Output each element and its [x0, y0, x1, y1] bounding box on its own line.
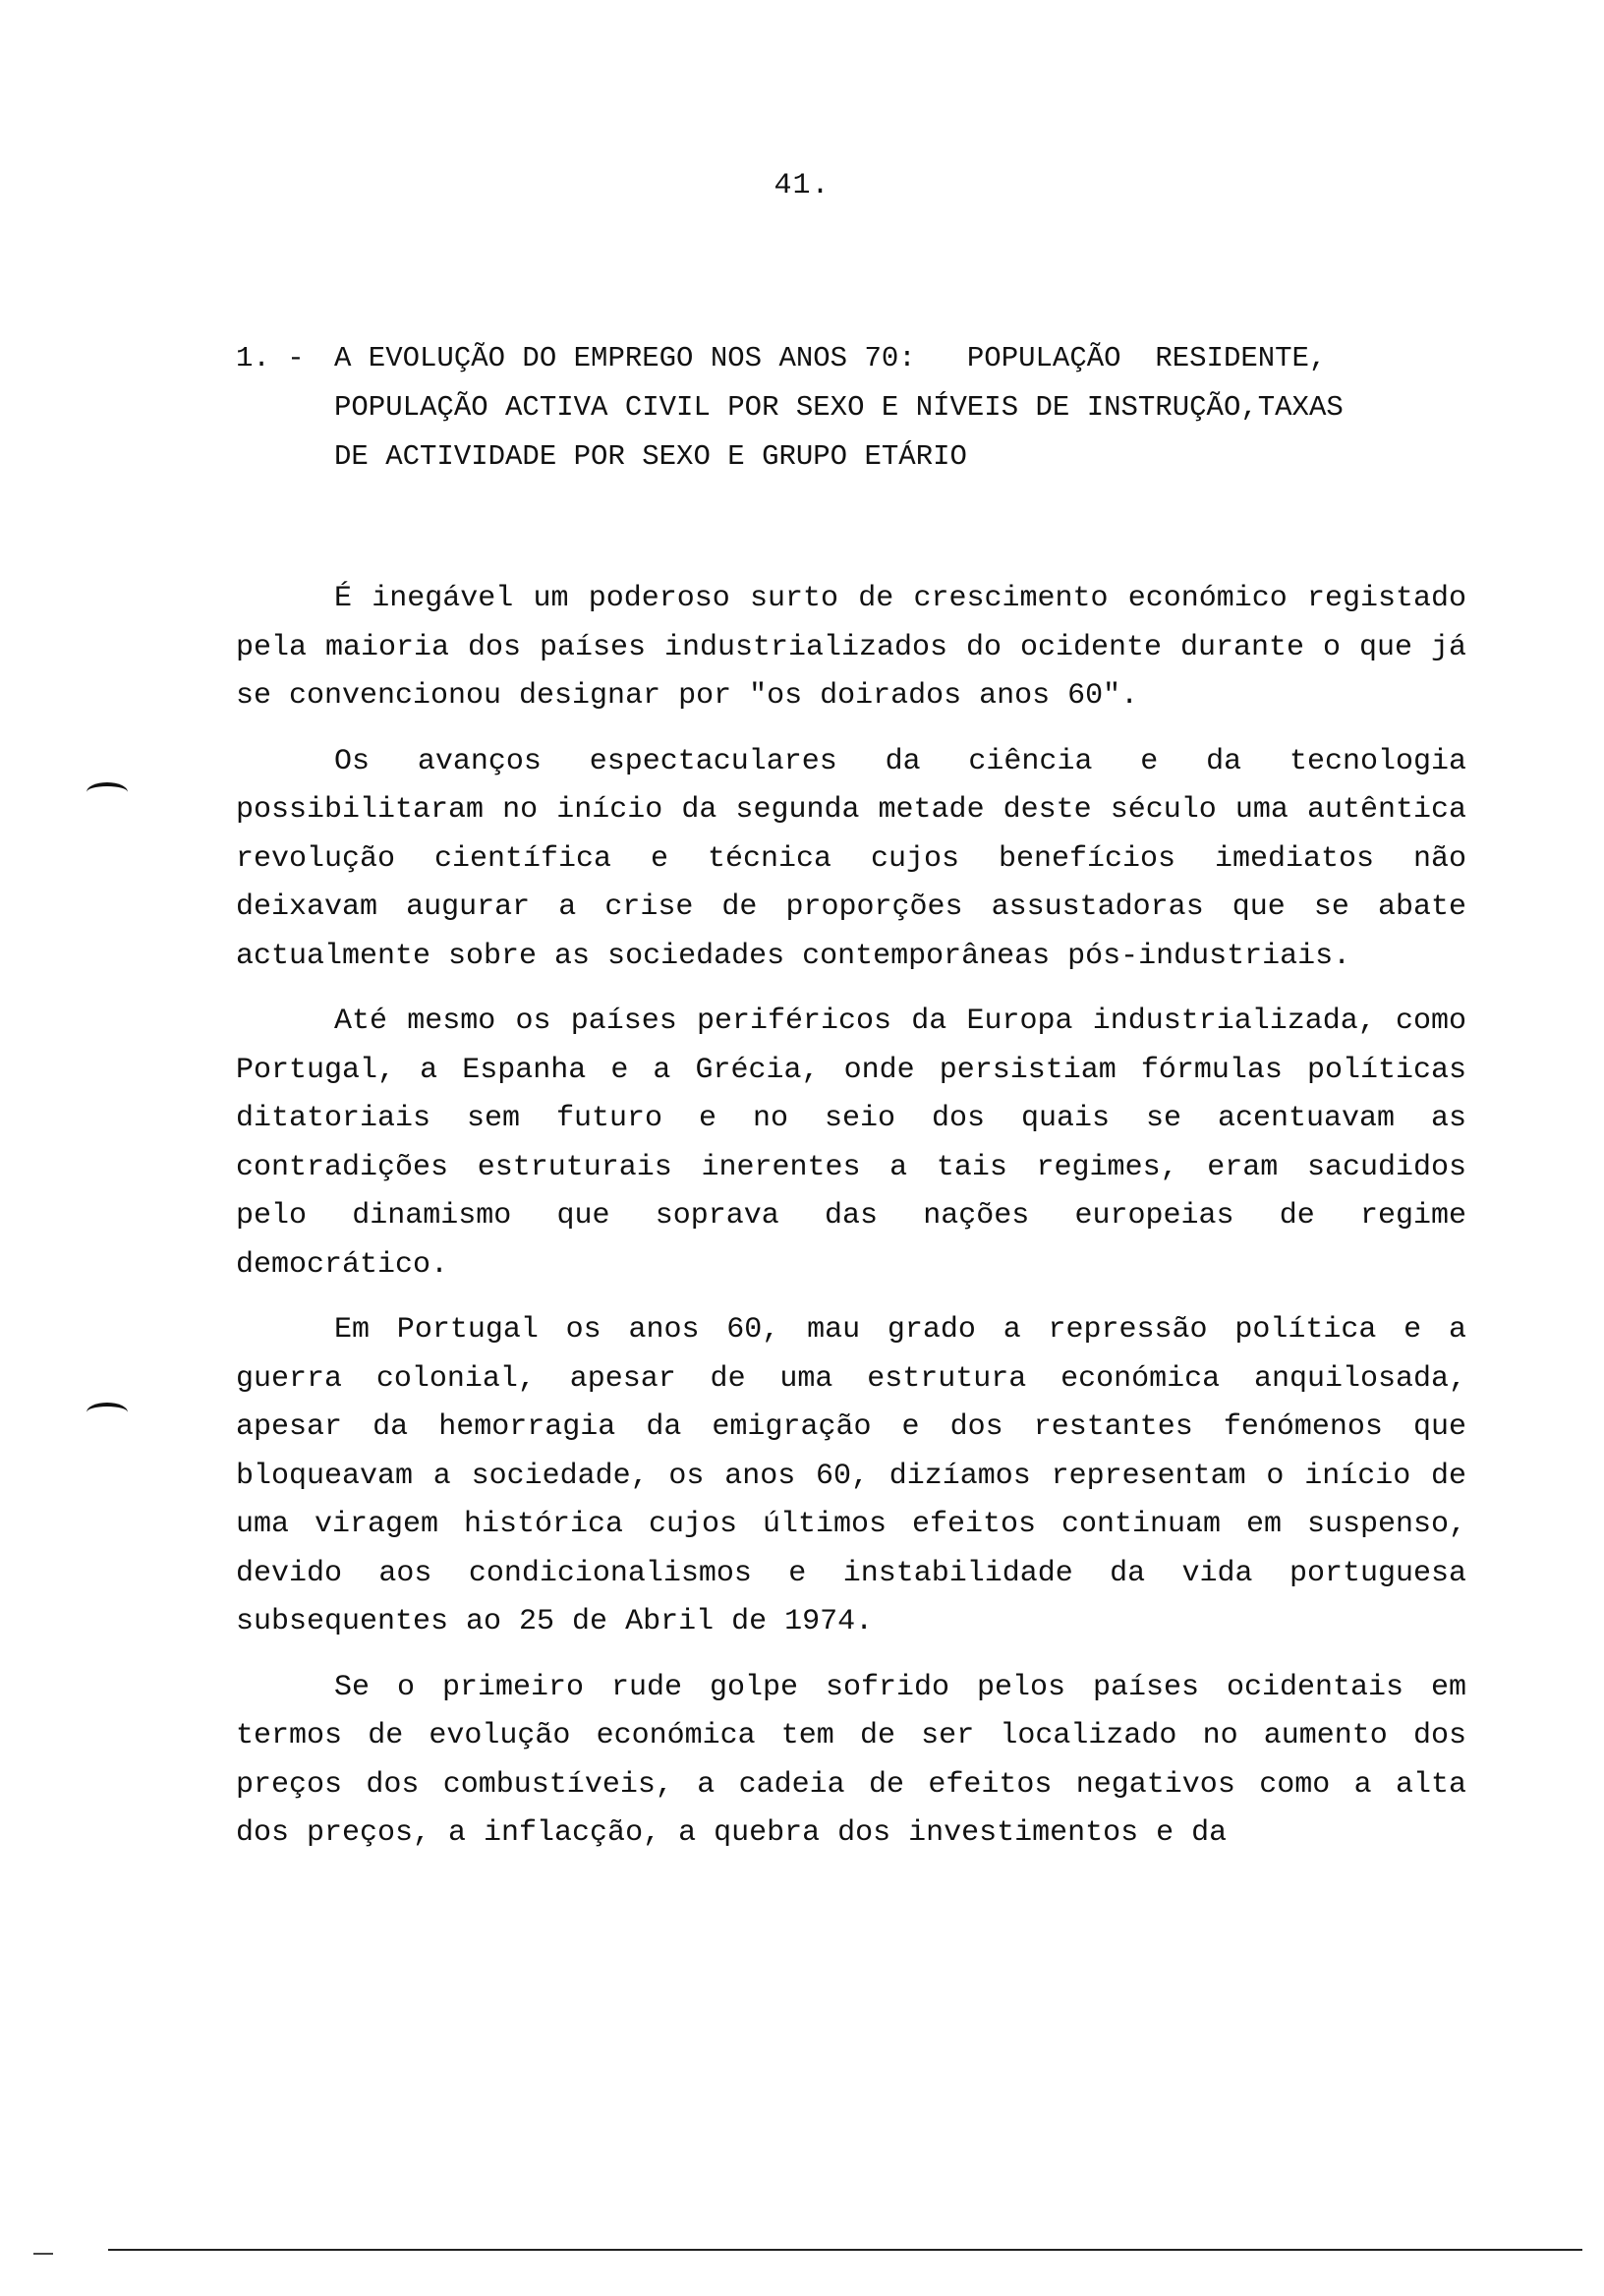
paragraph: Até mesmo os países periféricos da Europa industrializada, como Portugal, a Espanha e a Grécia, onde persistiam fórmulas políticas ditatoriais sem futuro e no seio dos quais se acentuavam as contradições estruturais inerentes a tais regimes, eram sacudidos pelo dinamismo que soprava das nações europeias de regime democrático. [236, 1004, 1466, 1282]
section-title [334, 334, 1474, 482]
section-title-line: A EVOLUÇÃO DO EMPREGO NOS ANOS 70: POPULAÇÃO RESIDENTE, [334, 342, 1327, 374]
paragraph: Se o primeiro rude golpe sofrido pelos países ocidentais em termos de evolução económica tem de ser localizado no aumento dos preços dos combustíveis, a cadeia de efeitos negativos como a alta dos preços, a inflacção, a quebra dos investimentos e da [236, 1670, 1466, 1850]
section-title-line: DE ACTIVIDADE POR SEXO E GRUPO ETÁRIO [334, 440, 967, 473]
section-title-line: POPULAÇÃO ACTIVA CIVIL POR SEXO E NÍVEIS DE INSTRUÇÃO,TAXAS [334, 391, 1344, 424]
footer-dash [33, 2253, 53, 2255]
margin-mark [86, 1403, 128, 1422]
section-heading [236, 334, 1474, 482]
paragraph: Os avanços espectaculares da ciência e da tecnologia possibilitaram no início da segunda metade deste século uma autêntica revolução científica e técnica cujos benefícios imediatos não deixavam augurar a crise de proporções assustadoras que se abate actualmente sobre as sociedades contemporâneas pós-industriais. [236, 744, 1466, 973]
body-text [236, 575, 1466, 1875]
page-number: 41. [773, 169, 831, 202]
margin-mark [86, 782, 128, 802]
footer-rule [108, 2249, 1582, 2251]
section-number: 1. - [236, 342, 305, 374]
paragraph: É inegável um poderoso surto de crescimento económico registado pela maioria dos países industrializados do ocidente durante o que já se convencionou designar por "os doirados anos 60". [236, 582, 1466, 713]
paragraph: Em Portugal os anos 60, mau grado a repressão política e a guerra colonial, apesar de uma estrutura económica anquilosada, apesar da hemorragia da emigração e dos restantes fenómenos que bloqueavam a sociedade, os anos 60, dizíamos representam o início de uma viragem histórica cujos últimos efeitos continuam em suspenso, devido aos condicionalismos e instabilidade da vida portuguesa subsequentes ao 25 de Abril de 1974. [236, 1313, 1466, 1638]
